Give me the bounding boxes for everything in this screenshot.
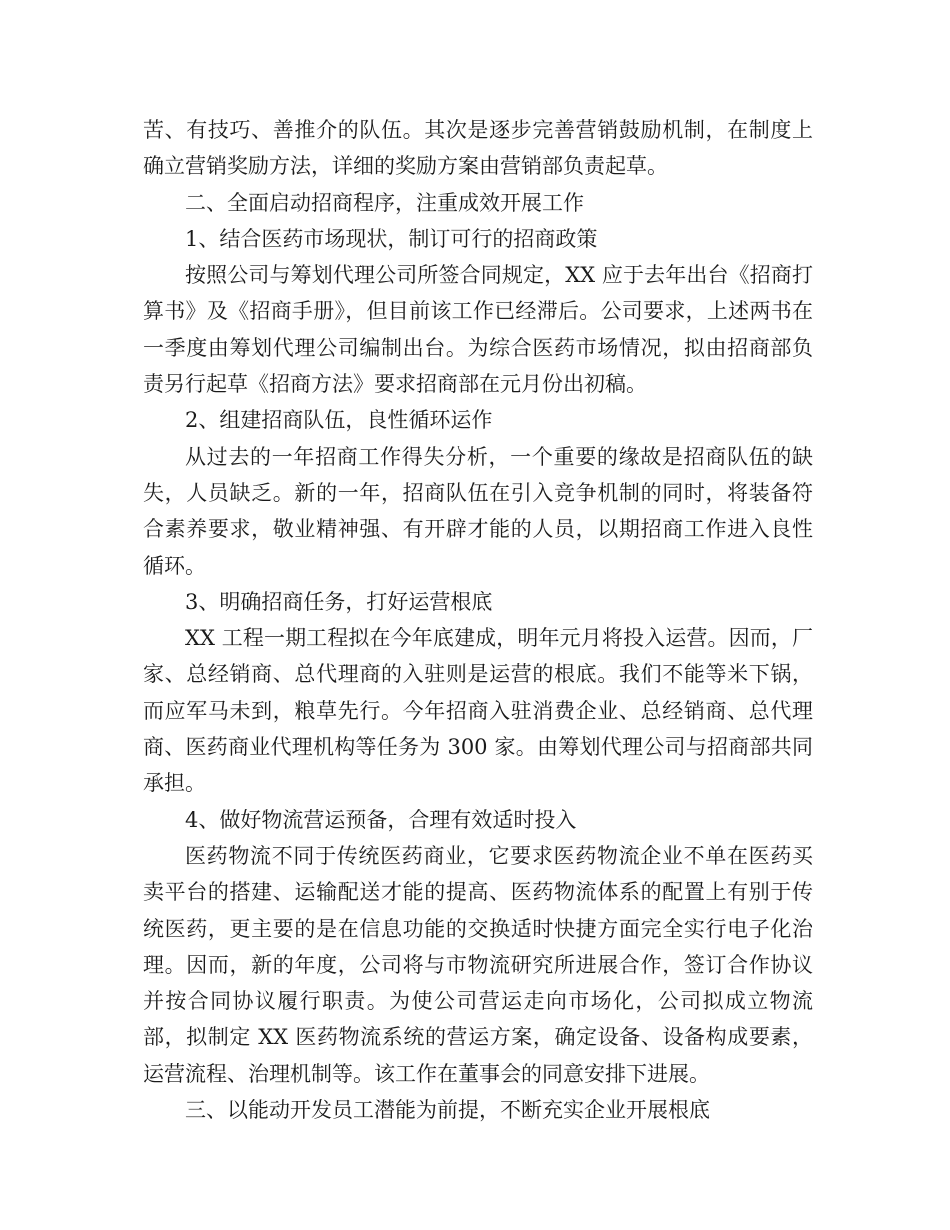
paragraph: 医药物流不同于传统医药商业，它要求医药物流企业不单在医药买卖平台的搭建、运输配送才能的提高、医药物流体系的配置上有别于传统医药，更主要的是在信息功能的交换适时快捷方面完全实行电子化治理。因而，新的年度，公司将与市物流研究所进展合作，签订合作协议并按合同协议履行职责。为使公司营运走向市场化，公司拟成立物流部，拟制定 XX 医药物流系统的营运方案，确定设备、设备构成要素，运营流程、治理机制等。该工作在董事会的同意安排下进展。 (143, 843, 813, 1086)
paragraph-continued: 苦、有技巧、善推介的队伍。其次是逐步完善营销鼓励机制，在制度上确立营销奖励方法，详细的奖励方案由营销部负责起草。 (143, 118, 813, 179)
document-body (143, 112, 813, 1128)
paragraph: XX 工程一期工程拟在今年底建成，明年元月将投入运营。因而，厂家、总经销商、总代理商的入驻则是运营的根底。我们不能等米下锅，而应军马未到，粮草先行。今年招商入驻消费企业、总经销商、总代理商、医药商业代理机构等任务为 300 家。由筹划代理公司与招商部共同承担。 (143, 626, 813, 796)
subheading-3: 3、明确招商任务，打好运营根底 (185, 589, 493, 614)
section-heading-2: 二、全面启动招商程序，注重成效开展工作 (185, 190, 584, 215)
paragraph: 按照公司与筹划代理公司所签合同规定，XX 应于去年出台《招商打算书》及《招商手册》，但目前该工作已经滞后。公司要求，上述两书在一季度由筹划代理公司编制出台。为综合医药市场情况，拟由招商部负责另行起草《招商方法》要求招商部在元月份出初稿。 (143, 263, 813, 397)
subheading-4: 4、做好物流营运预备，合理有效适时投入 (185, 807, 577, 832)
paragraph: 从过去的一年招商工作得失分析，一个重要的缘故是招商队伍的缺失，人员缺乏。新的一年，招商队伍在引入竞争机制的同时，将装备符合素养要求，敬业精神强、有开辟才能的人员，以期招商工作进入良性循环。 (143, 444, 813, 578)
subheading-1: 1、结合医药市场现状，制订可行的招商政策 (185, 226, 598, 251)
subheading-2: 2、组建招商队伍，良性循环运作 (185, 408, 493, 433)
section-heading-3: 三、以能动开发员工潜能为前提，不断充实企业开展根底 (185, 1098, 710, 1123)
